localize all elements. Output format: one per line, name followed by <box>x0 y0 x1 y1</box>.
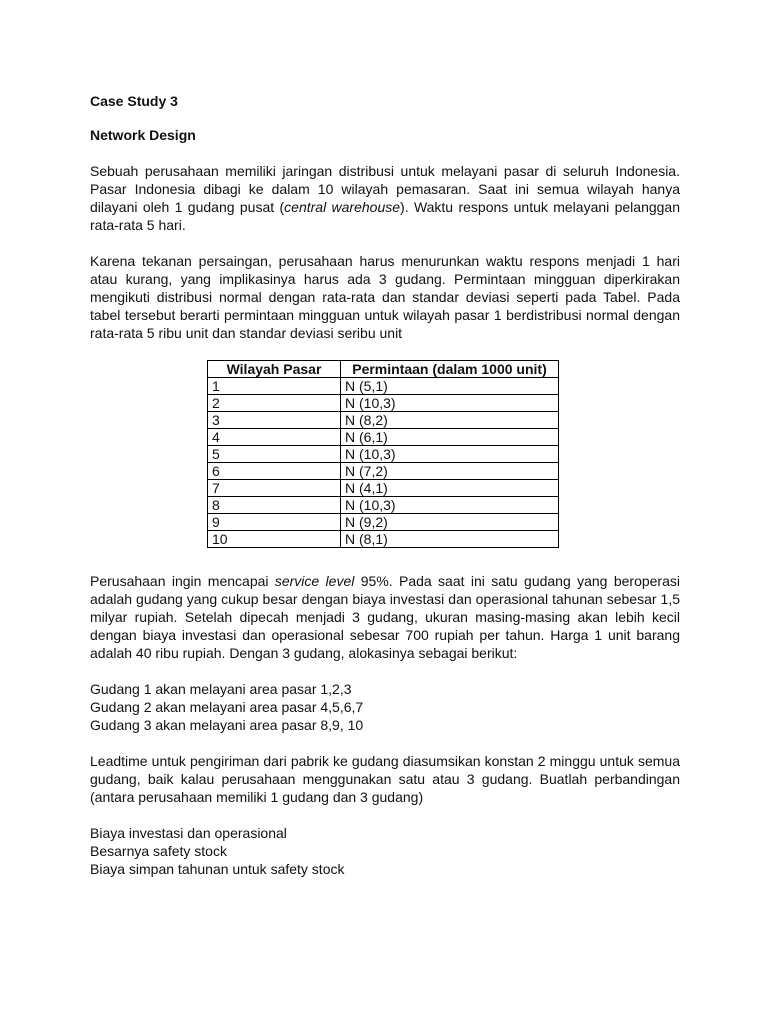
table-row <box>208 463 559 480</box>
list-item: Besarnya safety stock <box>90 843 227 859</box>
table-cell-region: 3 <box>208 412 341 429</box>
table-cell-demand: N (9,2) <box>341 514 559 531</box>
table-cell-region: 7 <box>208 480 341 497</box>
table-row <box>208 378 559 395</box>
comparison-list <box>90 824 680 878</box>
table-row <box>208 514 559 531</box>
table-cell-demand: N (7,2) <box>341 463 559 480</box>
paragraph-service-level <box>90 572 680 662</box>
table-cell-demand: N (8,2) <box>341 412 559 429</box>
table-row <box>208 497 559 514</box>
document-subtitle: Network Design <box>90 127 196 143</box>
document-title: Case Study 3 <box>90 93 178 109</box>
table-cell-region: 8 <box>208 497 341 514</box>
paragraph-service-level-text-2: 95%. Pada saat ini satu gudang yang beroperasi adalah gudang yang cukup besar dengan biaya investasi dan operasional tahunan sebesar 1,5 milyar rupiah. Setelah dipecah menjadi 3 gudang, ukuran masing-masing akan lebih kecil dengan biaya investasi dan operasional sebesar 700 rupiah per tahun. Harga 1 unit barang adalah 40 ribu rupiah. Dengan 3 gudang, alokasinya sebagai berikut: <box>90 573 680 661</box>
table-cell-region: 6 <box>208 463 341 480</box>
table-cell-demand: N (10,3) <box>341 446 559 463</box>
table-row <box>208 395 559 412</box>
table-cell-demand: N (6,1) <box>341 429 559 446</box>
table-row <box>208 412 559 429</box>
table-cell-demand: N (10,3) <box>341 395 559 412</box>
table-cell-demand: N (5,1) <box>341 378 559 395</box>
paragraph-intro-text-2: ). Waktu respons untuk melayani pelanggan rata-rata 5 hari. <box>90 199 681 233</box>
allocation-list <box>90 680 680 734</box>
table-row <box>208 446 559 463</box>
list-item: Gudang 1 akan melayani area pasar 1,2,3 <box>90 681 352 697</box>
paragraph-intro-text-1: Sebuah perusahaan memiliki jaringan distribusi untuk melayani pasar di seluruh Indonesia. Pasar Indonesia dibagi ke dalam 10 wilayah pemasaran. Saat ini semua wilayah hanya dilayani oleh 1 gudang pusat ( <box>90 163 680 215</box>
paragraph-service-level-emphasis: service level <box>274 573 355 589</box>
list-item: Biaya investasi dan operasional <box>90 825 287 841</box>
table-cell-region: 1 <box>208 378 341 395</box>
list-item: Gudang 3 akan melayani area pasar 8,9, 10 <box>90 717 364 733</box>
list-item: Biaya simpan tahunan untuk safety stock <box>90 861 345 877</box>
paragraph-demand: Karena tekanan persaingan, perusahaan harus menurunkan waktu respons menjadi 1 hari atau kurang, yang implikasinya harus ada 3 gudang. Permintaan mingguan diperkirakan mengikuti distribusi normal dengan rata-rata dan standar deviasi seperti pada Tabel. Pada tabel tersebut berarti permintaan mingguan untuk wilayah pasar 1 berdistribusi normal dengan rata-rata 5 ribu unit dan standar deviasi seribu unit <box>90 253 680 341</box>
table-header-row <box>208 361 559 378</box>
table-cell-demand: N (10,3) <box>341 497 559 514</box>
paragraph-service-level-text-1: Perusahaan ingin mencapai <box>90 573 275 589</box>
table-row <box>208 531 559 548</box>
table-cell-region: 9 <box>208 514 341 531</box>
paragraph-leadtime: Leadtime untuk pengiriman dari pabrik ke gudang diasumsikan konstan 2 minggu untuk semua gudang, baik kalau perusahaan menggunakan satu atau 3 gudang. Buatlah perbandingan (antara perusahaan memiliki 1 gudang dan 3 gudang) <box>90 753 680 805</box>
document-page <box>90 92 680 896</box>
table-cell-region: 10 <box>208 531 341 548</box>
table-row <box>208 480 559 497</box>
table-cell-region: 5 <box>208 446 341 463</box>
table-header-permintaan: Permintaan (dalam 1000 unit) <box>341 361 559 378</box>
table-header-wilayah: Wilayah Pasar <box>208 361 341 378</box>
paragraph-intro-emphasis: central warehouse <box>284 199 401 215</box>
table-cell-region: 2 <box>208 395 341 412</box>
paragraph-intro <box>90 162 680 234</box>
table-cell-demand: N (8,1) <box>341 531 559 548</box>
demand-table <box>207 360 559 548</box>
table-cell-region: 4 <box>208 429 341 446</box>
table-row <box>208 429 559 446</box>
table-cell-demand: N (4,1) <box>341 480 559 497</box>
list-item: Gudang 2 akan melayani area pasar 4,5,6,7 <box>90 699 364 715</box>
